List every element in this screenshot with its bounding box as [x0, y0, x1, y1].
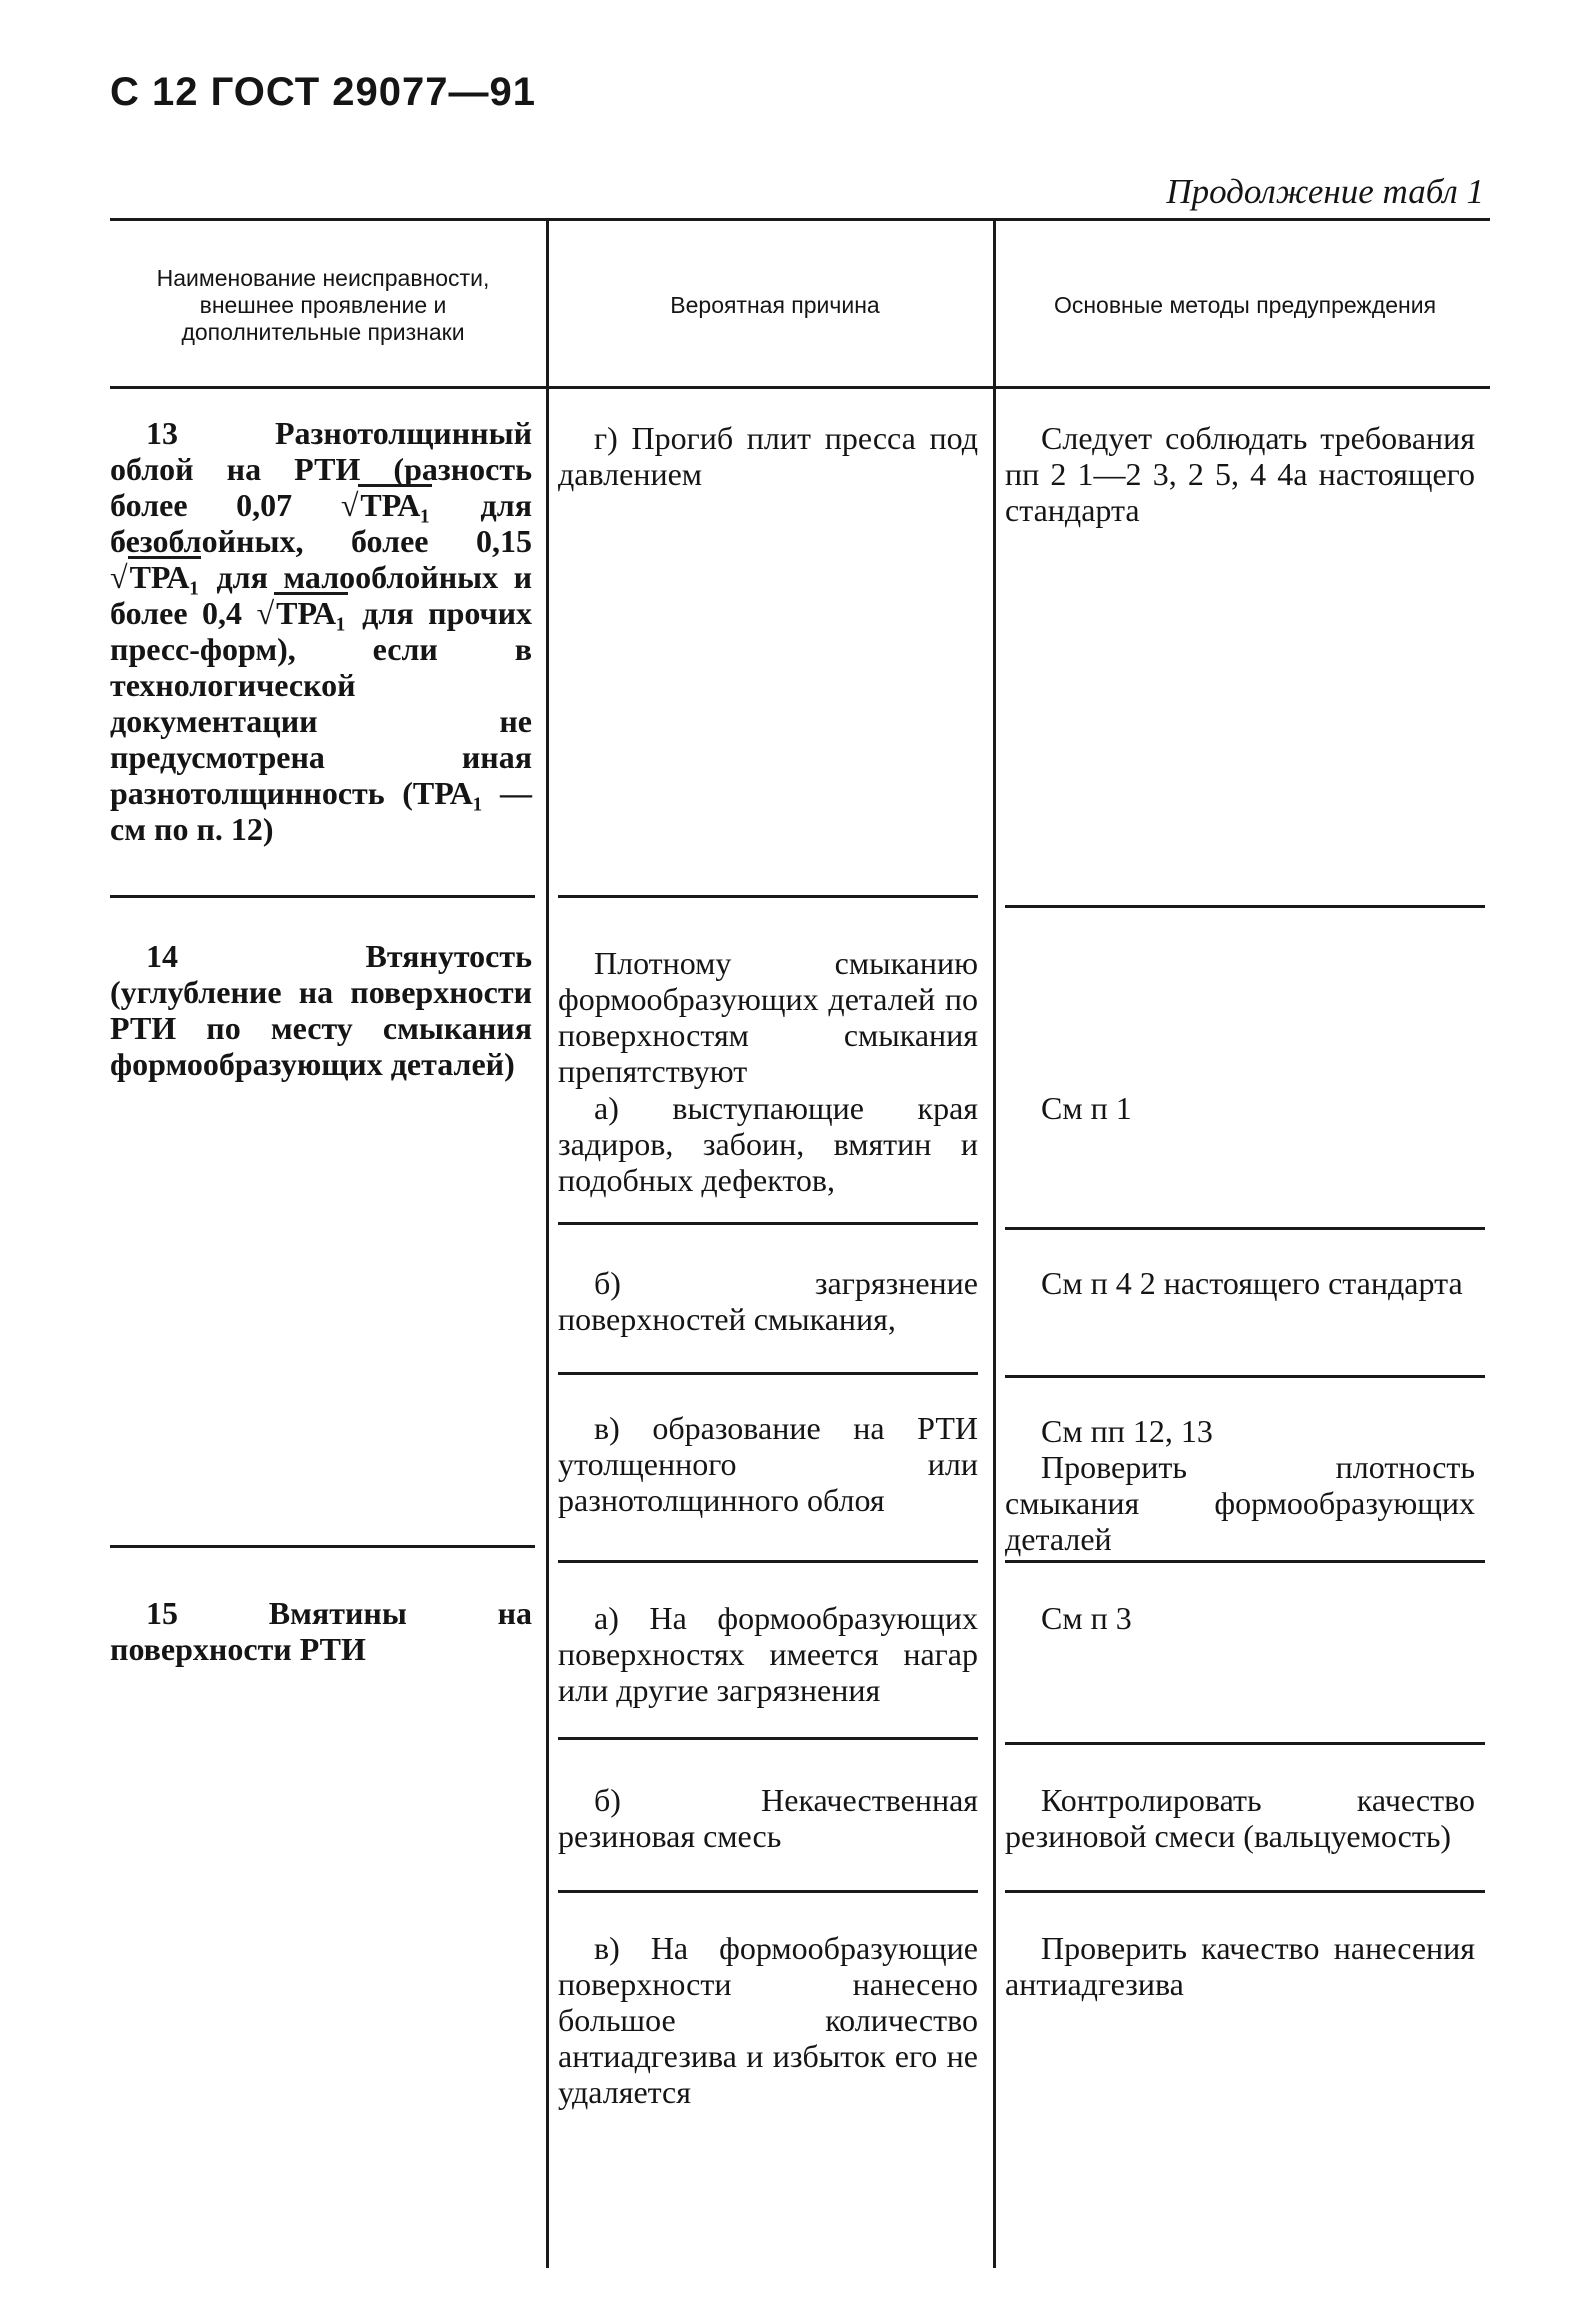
method-15-v — [1005, 1930, 1475, 2002]
cause-15-b-text: б) Некачественная резиновая смесь — [558, 1782, 978, 1854]
page-header: С 12 ГОСТ 29077—91 — [110, 70, 537, 114]
row-rule — [1005, 1375, 1485, 1378]
radical-tra: ТРА₁ — [128, 556, 202, 595]
method-14-v-line1: См пп 12, 13 — [1041, 1413, 1213, 1449]
cause-14-v — [558, 1410, 978, 1518]
cause-13-g — [558, 420, 978, 492]
method-15-v-text: Проверить качество нанесения антиадгезива — [1005, 1930, 1475, 2002]
row-rule — [110, 895, 535, 898]
method-15-a — [1005, 1600, 1475, 1636]
cause-14-intro-text: Плотному смыканию формообразующих деталей по поверхностям смыкания препятствуют — [558, 945, 978, 1089]
table-continuation-label: Продолжение табл 1 — [1166, 172, 1484, 211]
method-13-g — [1005, 420, 1475, 528]
cause-14-b-text: б) загрязнение поверхностей смыкания, — [558, 1265, 978, 1337]
row-rule — [1005, 1742, 1485, 1745]
cause-15-b — [558, 1782, 978, 1854]
method-14-a-text: См п 1 — [1041, 1090, 1132, 1126]
method-14-v-line2: Проверить плотность смыкания формообразующих деталей — [1005, 1449, 1475, 1557]
cause-15-a-text: а) На формообразующих поверхностях имеется нагар или другие загрязнения — [558, 1600, 978, 1708]
defect-15 — [110, 1595, 532, 1667]
row-rule — [110, 1545, 535, 1548]
cause-14-b — [558, 1265, 978, 1337]
radical-tra: ТРА₁ — [358, 484, 432, 523]
cause-15-v — [558, 1930, 978, 2110]
defect-14 — [110, 938, 532, 1082]
cause-13-g-text: г) Прогиб плит пресса под давлением — [558, 420, 978, 492]
cause-15-v-text: в) На формообразующие поверхности нанесено большое количество антиадгезива и избыток его не удаляется — [558, 1930, 978, 2110]
defect-13-text-c: для малооблойных и более 0,4 — [110, 559, 532, 631]
method-15-b — [1005, 1782, 1475, 1854]
row-rule — [558, 1372, 978, 1375]
row-rule — [1005, 1560, 1485, 1563]
row-rule — [558, 1737, 978, 1740]
cause-15-a — [558, 1600, 978, 1708]
column-header-method: Основные методы предупреждения — [1053, 291, 1437, 318]
defect-13-text-b: для безоблойных, более 0,15 — [110, 487, 532, 559]
cause-14-v-text: в) образование на РТИ утолщенного или разнотолщинного облоя — [558, 1410, 978, 1518]
header-bottom-rule — [110, 386, 1490, 389]
method-14-b — [1005, 1265, 1475, 1301]
row-rule — [558, 1560, 978, 1563]
row-rule — [558, 895, 978, 898]
column-header-defect: Наименование неисправности, внешнее проявление и дополнительные признаки — [156, 264, 490, 345]
column-divider-2 — [993, 218, 996, 2268]
defect-13-text-a: 13 Разнотолщинный облой на РТИ (разность более 0,07 — [110, 415, 532, 523]
column-header-cause: Вероятная причина — [670, 291, 880, 318]
cause-14-a-text: а) выступающие края задиров, забоин, вмятин и подобных дефектов, — [558, 1090, 978, 1198]
row-rule — [558, 1222, 978, 1225]
method-15-b-text: Контролировать качество резиновой смеси (вальцуемость) — [1005, 1782, 1475, 1854]
method-13-g-text: Следует соблюдать требования пп 2 1—2 3, 2 5, 4 4а настоящего стандарта — [1005, 420, 1475, 528]
defect-13-text-d: для прочих пресс-форм), если в технологической документации не предусмотрена иная разнотолщинность (ТРА₁ — см по п. 12) — [110, 595, 533, 847]
method-15-a-text: См п 3 — [1041, 1600, 1132, 1636]
defect-15-text: 15 Вмятины на поверхности РТИ — [110, 1595, 532, 1667]
method-14-a — [1005, 1090, 1475, 1126]
table-top-rule — [110, 218, 1490, 221]
row-rule — [558, 1890, 978, 1893]
row-rule — [1005, 905, 1485, 908]
row-rule — [1005, 1890, 1485, 1893]
method-14-v — [1005, 1413, 1475, 1557]
cause-14-a — [558, 1090, 978, 1198]
defect-13: 13 Разнотолщинный облой на РТИ (разность более 0,07 √ТРА₁ для безоблойных, более 0,15 √ТРА₁ для малооблойных и более 0,4 √ТРА₁ для прочих пресс-форм), если в технологической документации не предусмотрена иная разнотолщинность (ТРА₁ — см по п. 12) — [110, 415, 533, 847]
column-divider-1 — [546, 218, 549, 2268]
defect-14-text: 14 Втянутость (углубление на поверхности РТИ по месту смыкания формообразующих деталей) — [110, 938, 532, 1082]
radical-tra: ТРА₁ — [274, 592, 348, 631]
cause-14-intro — [558, 945, 978, 1089]
row-rule — [1005, 1227, 1485, 1230]
method-14-b-text: См п 4 2 настоящего стандарта — [1041, 1265, 1463, 1301]
